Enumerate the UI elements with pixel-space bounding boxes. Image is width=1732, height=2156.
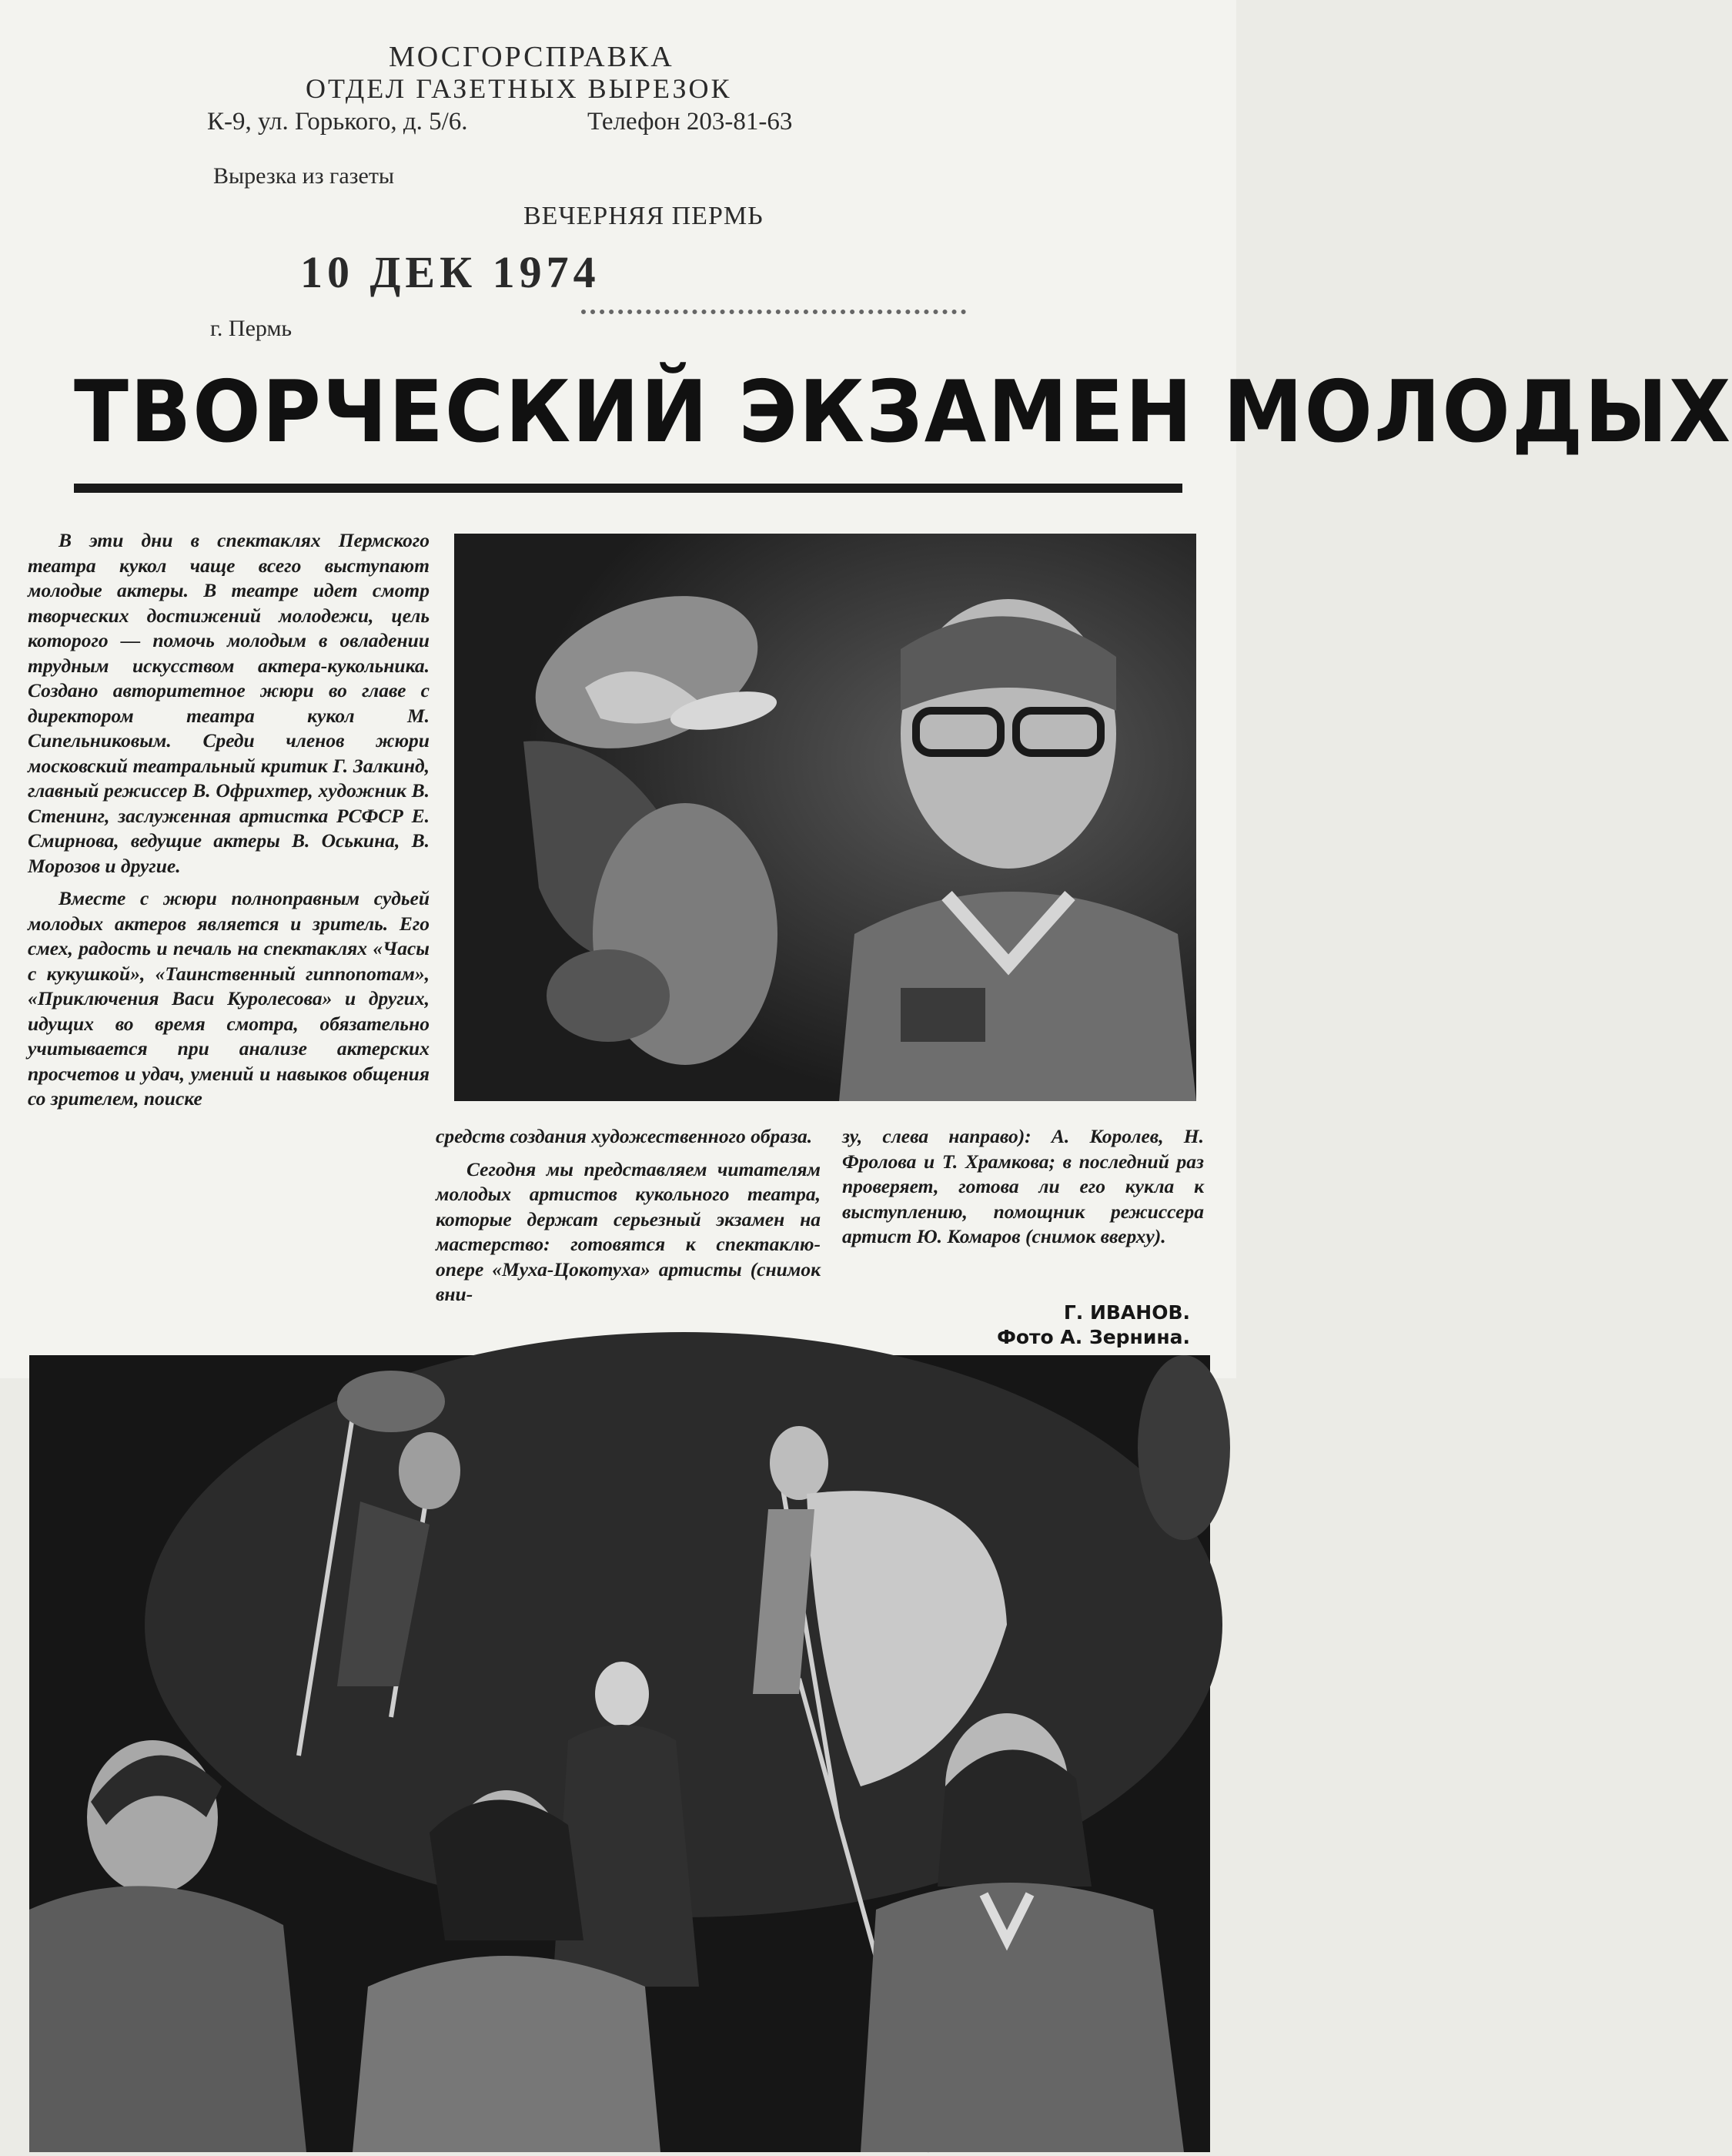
column-3-paragraph-1: зу, слева направо): А. Королев, Н. Фролова и Т. Храмкова; в последний раз проверяет, готова ли его кукла к выступлению, помощник режиссера артист Ю. Комаров (снимок вверху). — [842, 1125, 1204, 1247]
clipping-stamp — [196, 40, 820, 348]
article-author: Г. ИВАНОВ. — [1063, 1301, 1190, 1324]
photo-actors-with-puppets — [29, 1355, 1210, 2152]
stamp-phone: Телефон 203-81-63 — [587, 108, 793, 136]
stamp-agency: МОСГОРСПРАВКА — [389, 41, 674, 73]
column-1-paragraph-1: В эти дни в спектаклях Пермского театра кукол чаще всего выступают молодые актеры. В театре идет смотр творческих достижений молодежи, цель которого — помочь молодым в овладении трудным искусством актера-кукольника. Создано авторитетное жюри во главе с директором театра кукол М. Сипельниковым. Среди членов жюри московский театральный критик Г. Залкинд, главный режиссер В. Офрихтер, художник В. Стенинг, заслуженная артистка РСФСР Е. Смирнова, ведущие актеры В. Оськина, В. Морозов и другие. — [28, 529, 430, 877]
stamp-clipping-label: Вырезка из газеты — [213, 163, 395, 189]
photo-actors-image — [29, 1355, 1210, 2152]
photo-credit: Фото А. Зернина. — [997, 1326, 1190, 1348]
column-1-paragraph-2: Вместе с жюри полноправным судьей молодых актеров является и зритель. Его смех, радость и печаль на спектаклях «Часы с кукушкой», «Таинственный гиппопотам», «Приключения Васи Куролесова» и других, идущих во время смотра, обязательно учитывается при анализе актерских просчетов и удач, умений и навыков общения со зрителем, поиске — [28, 887, 430, 1110]
stamp-city: г. Пермь — [210, 316, 293, 341]
article-column-2 — [436, 1124, 821, 1315]
stamp-department: ОТДЕЛ ГАЗЕТНЫХ ВЫРЕЗОК — [306, 73, 732, 104]
stamp-date: 10 ДЕК 1974 — [300, 247, 600, 297]
stamp-dotted-line — [581, 310, 966, 314]
stamp-address: К-9, ул. Горького, д. 5/6. — [207, 108, 468, 136]
article-column-3 — [842, 1124, 1204, 1257]
article-column-1 — [28, 528, 430, 1120]
article-headline: ТВОРЧЕСКИЙ ЭКЗАМЕН МОЛОДЫХ — [74, 362, 1732, 462]
photo-puppeteer-closeup — [454, 534, 1196, 1101]
column-2-paragraph-2: Сегодня мы представляем читателям молодых артистов кукольного театра, которые держат серьезный экзамен на мастерство: готовятся к спектаклю-опере «Муха-Цокотуха» артисты (снимок вни- — [436, 1157, 821, 1305]
photo-puppeteer-image — [454, 534, 1196, 1101]
column-2-paragraph-1: средств создания художественного образа. — [436, 1125, 813, 1147]
stamp-newspaper: ВЕЧЕРНЯЯ ПЕРМЬ — [523, 202, 764, 230]
headline-rule — [74, 484, 1182, 493]
